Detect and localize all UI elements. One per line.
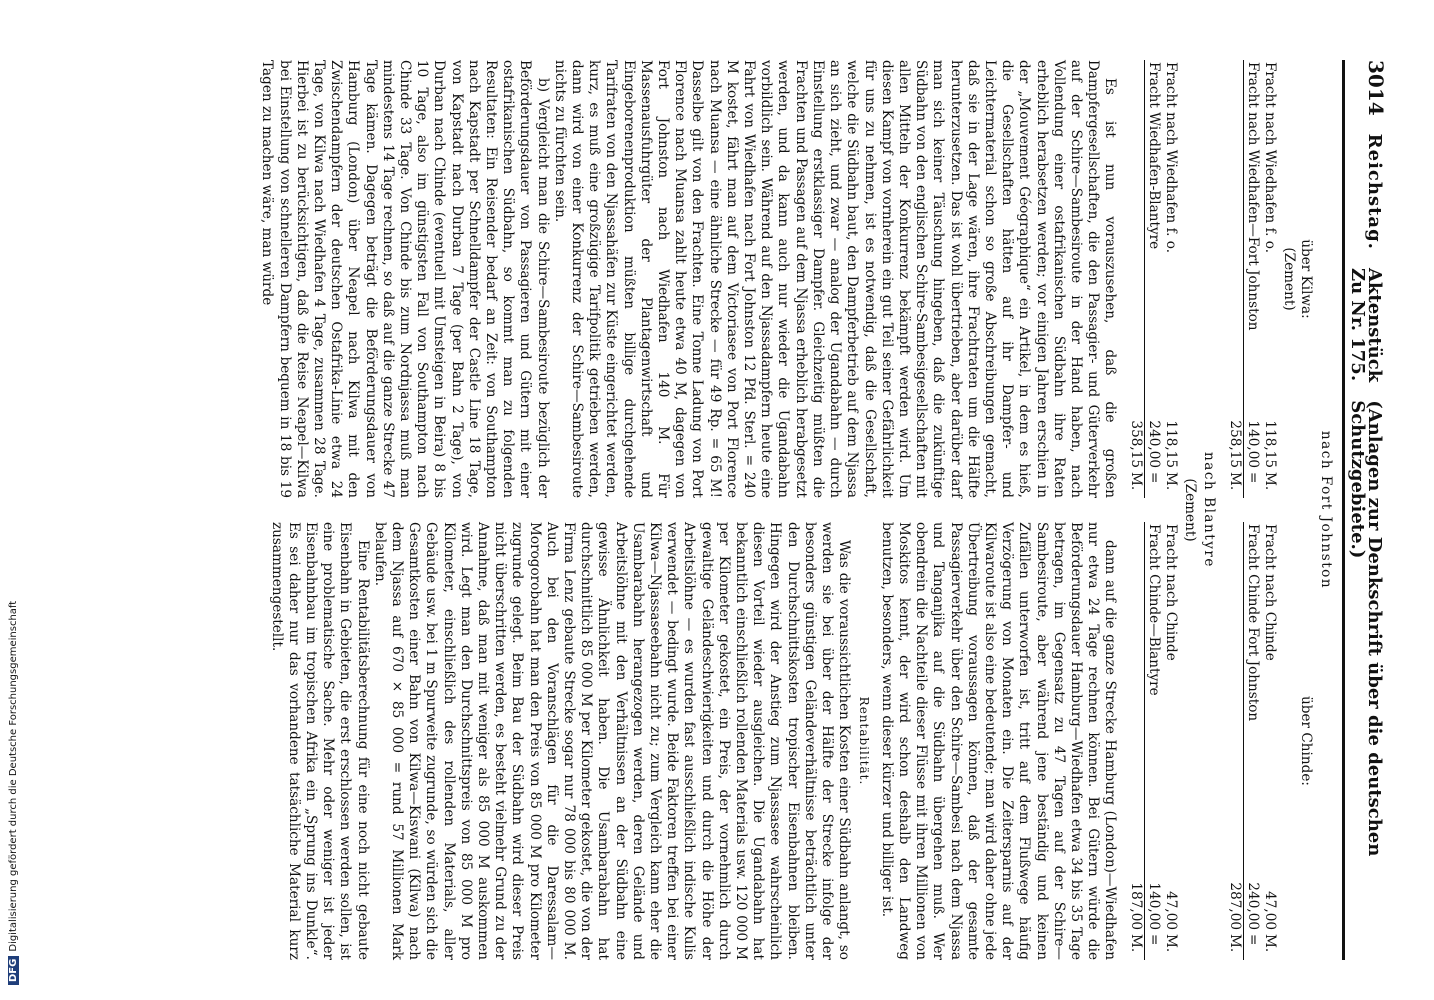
paragraph: Es ist nun vorauszusehen, daß die großen Dampfergesellschaften, die den Passagier- und Güterverkehr auf der Schire—Sambesiroute in der Hand haben, nach Vollendung einer ostafrikanischen Südbahn ihre Raten erheblich herabsetzen werden; vor einigen Jahren erschien in der „Mouvement Géographique“ ein Artikel, in dem es hieß, die Gesellschaften hätten auf ihr Dampfer- und Leichtermaterial schon so große Abschreibungen gemacht, daß sie in der Lage wären, ihre Frachtraten um die Hälfte herunterzusetzen. Das ist wohl übertrieben, aber darüber darf man sich keiner Täuschung hingeben, daß die zukünftige Südbahn von den englischen Schire-Sambesigesellschaften mit allen Mitteln der Konkurrenz bekämpft werden wird. Um diesen Kampf von vornherein ein gut Teil seiner Gefährlichkeit für uns zu nehmen, ist es notwendig, daß die Gesellschaft, welche die Südbahn baut, den Dampferbetrieb auf dem Njassa an sich zieht, und zwar — analog der Ugandabahn — durch Einstellung erstklassiger Dampfer. Gleichzeitig müßten die Frachten und Passagen auf dem Njassa erheblich herabgesetzt werden, und da kann auch nur wieder die Ugandabahn vorbildlich sein. Während auf den Njassadampfern heute eine Fahrt von Wiedhafen nach Fort Johnston 12 Pfd. Sterl. = 240 M kostet, fährt man auf dem Victoriasee von Port Florence nach Muansa — eine ähnliche Strecke — für 49 Rp. = 65 M! Dasselbe gilt von den Frachten. Eine Tonne Ladung von Port Florence nach Muansa zahlt heute etwa 40 M, dagegen von Fort Johnston nach Wiedhafen 140 M. Für Massenausfuhrgüter der Plantagenwirtschaft und Eingeborenenproduktion müßten billige durchgehende Tarifraten von den Njassahäfen zur Küste eingerichtet werden, kurz, es muß eine großzügige Tarifpolitik getrieben werden, dann wird von einer Konkurrenz der Schire—Sambesiroute nichts zu fürchten sein. bbox=[551, 60, 1119, 498]
body-right-column bbox=[258, 522, 1118, 960]
freight-total-row bbox=[1225, 60, 1243, 498]
freight-row bbox=[1144, 60, 1162, 498]
route-table-1 bbox=[1225, 60, 1314, 960]
route-sub-2: (Zement) bbox=[1182, 478, 1199, 542]
freight-value: 47,00 bbox=[1162, 891, 1179, 930]
freight-value: 118,15 bbox=[1162, 420, 1179, 468]
freight-table-right-1 bbox=[1225, 522, 1278, 960]
page-subtitle: (Anlagen zur Denkschrift über die deutschen Schutzgebiete.) bbox=[1346, 400, 1385, 857]
freight-total-unit: M. bbox=[1126, 932, 1144, 960]
freight-unit: M. bbox=[1261, 472, 1278, 491]
freight-row bbox=[1243, 522, 1261, 960]
section-heading: Rentabilität. bbox=[856, 696, 871, 786]
freight-label: Fracht nach Wiedhafen f. o. bbox=[1261, 62, 1278, 254]
freight-label: Fracht nach Wiedhafen f. o. bbox=[1162, 62, 1179, 254]
freight-value: 140,00 bbox=[1244, 420, 1261, 468]
route-left-label: über Kilwa: bbox=[1298, 239, 1315, 319]
freight-table-right-2 bbox=[1126, 522, 1179, 960]
freight-unit: = bbox=[1244, 472, 1261, 484]
freight-row bbox=[1144, 522, 1162, 960]
freight-row bbox=[1243, 60, 1261, 498]
route-heading: nach Fort Johnston bbox=[1317, 430, 1334, 590]
route-left-1 bbox=[1225, 60, 1314, 498]
route-right-label: über Chinde: bbox=[1298, 696, 1315, 786]
route-heading-2: nach Blantyre bbox=[1201, 452, 1218, 568]
page-header bbox=[1342, 60, 1388, 960]
freight-total-value: 258,15 bbox=[1225, 376, 1243, 470]
page-number: 3014 bbox=[1364, 60, 1388, 116]
document-page bbox=[74, 0, 1414, 1000]
freight-total-row bbox=[1126, 522, 1144, 960]
freight-unit: = bbox=[1244, 934, 1261, 946]
freight-total-value: 287,00 bbox=[1225, 838, 1243, 932]
freight-total-unit: M. bbox=[1126, 470, 1144, 498]
freight-unit: = bbox=[1145, 934, 1162, 946]
freight-label: Fracht Chinde Fort Johnston bbox=[1244, 524, 1261, 722]
freight-value: 118,15 bbox=[1261, 420, 1278, 468]
freight-total-unit: M. bbox=[1225, 470, 1243, 498]
freight-label: Fracht nach Chinde bbox=[1162, 524, 1179, 661]
freight-label: Fracht nach Chinde bbox=[1261, 524, 1278, 661]
body-columns bbox=[258, 60, 1118, 960]
freight-value: 140,00 bbox=[1145, 882, 1162, 930]
freight-total-row bbox=[1126, 60, 1144, 498]
freight-unit: M. bbox=[1162, 934, 1179, 953]
page-title: Aktenstück Zu Nr. 175. bbox=[1346, 267, 1385, 383]
freight-total-unit: M. bbox=[1225, 932, 1243, 960]
freight-row bbox=[1261, 522, 1278, 960]
paragraph: Eine Rentabilitätsberechnung für eine noch nicht gebaute Eisenbahn in Gebieten, die erst erschlossen werden sollen, ist eine problematische Sache. Mehr oder weniger ist jeder Eisenbahnbau im tropischen Afrika ein „Sprung ins Dunkle“. Es sei daher nur das vorhandene tatsächliche Material kurz zusammengestellt. bbox=[268, 522, 371, 960]
freight-value: 240,00 bbox=[1145, 420, 1162, 468]
freight-total-row bbox=[1225, 522, 1243, 960]
freight-label: Fracht Chinde—Blantyre bbox=[1145, 524, 1162, 696]
freight-row bbox=[1162, 60, 1179, 498]
paragraph: dann auf die ganze Strecke Hamburg (London)—Wiedhafen nur etwa 24 Tage rechnen können. Bei Gütern würde die Beförderungsdauer Hamburg—Wiedhafen etwa 34 bis 35 Tage betragen, im Gegensatz zu 47 Tagen auf der Schire—Sambesiroute, aber während jene beständig und keinen Zufällen unterworfen ist, tritt auf dem Flußwege häufig Verzögerung von Monaten ein. Die Zeitersparnis auf der Kilwaroute ist also eine bedeutende; man wird daher ohne jede Übertreibung voraussagen können, daß der gesamte Passagierverkehr über den Schire—Sambesi nach dem Njassa und Tanganjika auf die Südbahn übergehen muß. Wer obendrein die Nachteile dieser Flüsse mit ihren Millionen von Moskitos kennt, der wird schon deshalb den Landweg benutzen, besonders, wenn dieser kürzer und billiger ist. bbox=[878, 522, 1119, 960]
freight-row bbox=[1261, 60, 1278, 498]
route-right-1 bbox=[1225, 522, 1314, 960]
footer-text: Digitalisierung gefördert durch die Deutsche Forschungsgemeinschaft bbox=[8, 600, 19, 952]
freight-unit: M. bbox=[1162, 472, 1179, 491]
freight-row bbox=[1162, 522, 1179, 960]
route-left-2 bbox=[1126, 60, 1179, 498]
freight-total-value: 187,00 bbox=[1126, 838, 1144, 932]
freight-unit: = bbox=[1145, 472, 1162, 484]
paragraph: b) Vergleicht man die Schire—Sambesiroute bezüglich der Beförderungsdauer von Passagieren und Gütern mit einer ostafrikanischen Südbahn, so kommt man zu folgenden Resultaten: Ein Reisender bedarf an Zeit: von Southampton nach Kapstadt per Schnelldampfer der Castle Line 18 Tage, von Kapstadt nach Durban 7 Tage (per Bahn 2 Tage), von Durban nach Chinde (eventuell mit Umsteigen in Beira) 8 bis 10 Tage, also im günstigsten Fall von Southampton nach Chinde 33 Tage. Von Chinde bis zum Nordnjassa muß man mindestens 14 Tage rechnen, so daß auf die ganze Strecke 47 Tage kämen. Dagegen beträgt die Beförderungsdauer von Hamburg (London) über Neapel nach Kilwa mit den Zwischendampfern der deutschen Ostafrika-Linie etwa 24 Tage, von Kilwa nach Wiedhafen 4 Tage, zusammen 28 Tage. Hierbei ist zu berücksichtigen, daß die Reise Neapel—Kilwa bei Einstellung von schnelleren Dampfern bequem in 18 bis 19 Tagen zu machen wäre, man würde bbox=[259, 60, 551, 498]
freight-total-value: 358,15 bbox=[1126, 376, 1144, 470]
freight-value: 240,00 bbox=[1244, 882, 1261, 930]
freight-value: 47,00 bbox=[1261, 891, 1278, 930]
section-name: Reichstag. bbox=[1364, 133, 1385, 250]
route-sub: (Zement) bbox=[1281, 247, 1298, 311]
freight-unit: M. bbox=[1261, 934, 1278, 953]
digitization-footer bbox=[8, 601, 19, 985]
body-left-column bbox=[258, 60, 1118, 498]
freight-table-left-2 bbox=[1126, 60, 1179, 498]
freight-label: Fracht Wiedhafen-Blantyre bbox=[1145, 62, 1162, 250]
dfg-logo: DFG bbox=[8, 956, 19, 985]
route-table-2 bbox=[1126, 60, 1179, 960]
freight-label: Fracht nach Wiedhafen—Fort Johnston bbox=[1244, 62, 1261, 331]
route-right-2 bbox=[1126, 522, 1179, 960]
freight-table-left-1 bbox=[1225, 60, 1278, 498]
paragraph: Was die voraussichtlichen Kosten einer Südbahn anlangt, so werden sie bei über der Hälfte der Strecke infolge der besonders günstigen Geländeverhältnisse beträchtlich unter den Durchschnittskosten tropischer Eisenbahnen bleiben. Hingegen wird der Anstieg zum Njassasee wahrscheinlich diesen Vorteil wieder ausgleichen. Die Ugandabahn hat bekanntlich einschließlich rollenden Materials usw. 120 000 M per Kilometer gekostet, ein Preis, der vornehmlich durch gewaltige Geländeschwierigkeiten und durch die Höhe der Arbeitslöhne — es wurden fast ausschließlich indische Kulis verwendet — bedingt wurde. Beide Faktoren treffen bei einer Kilwa—Njassaseebahn nicht zu; zum Vergleich kann eher die Usambarabahn herangezogen werden, deren Gelände und Arbeitslöhne mit den Verhältnissen an der Südbahn eine gewisse Ähnlichkeit haben. Die Usambarabahn hat durchschnittlich 85 000 M per Kilometer gekostet, die von der Firma Lenz gebaute Strecke sogar nur 78 000 bis 80 000 M. Auch bei den Voranschlägen für die Daressalam—Morogorobahn hat man den Preis von 85 000 M pro Kilometer zugrunde gelegt. Beim Bau der Südbahn wird dieser Preis nicht überschritten werden, es besteht vielmehr Grund zu der Annahme, daß man mit weniger als 85 000 M auskommen wird. Legt man den Durchschnittspreis von 85 000 M pro Kilometer, einschließlich des rollenden Materials, aller Gebäude usw. bei 1 m Spurweite zugrunde, so würden sich die Gesamtkosten einer Bahn von Kilwa—Kiswani (Kilwa) nach dem Njassa auf 670 × 85 000 = rund 57 Millionen Mark belaufen. bbox=[371, 522, 853, 960]
